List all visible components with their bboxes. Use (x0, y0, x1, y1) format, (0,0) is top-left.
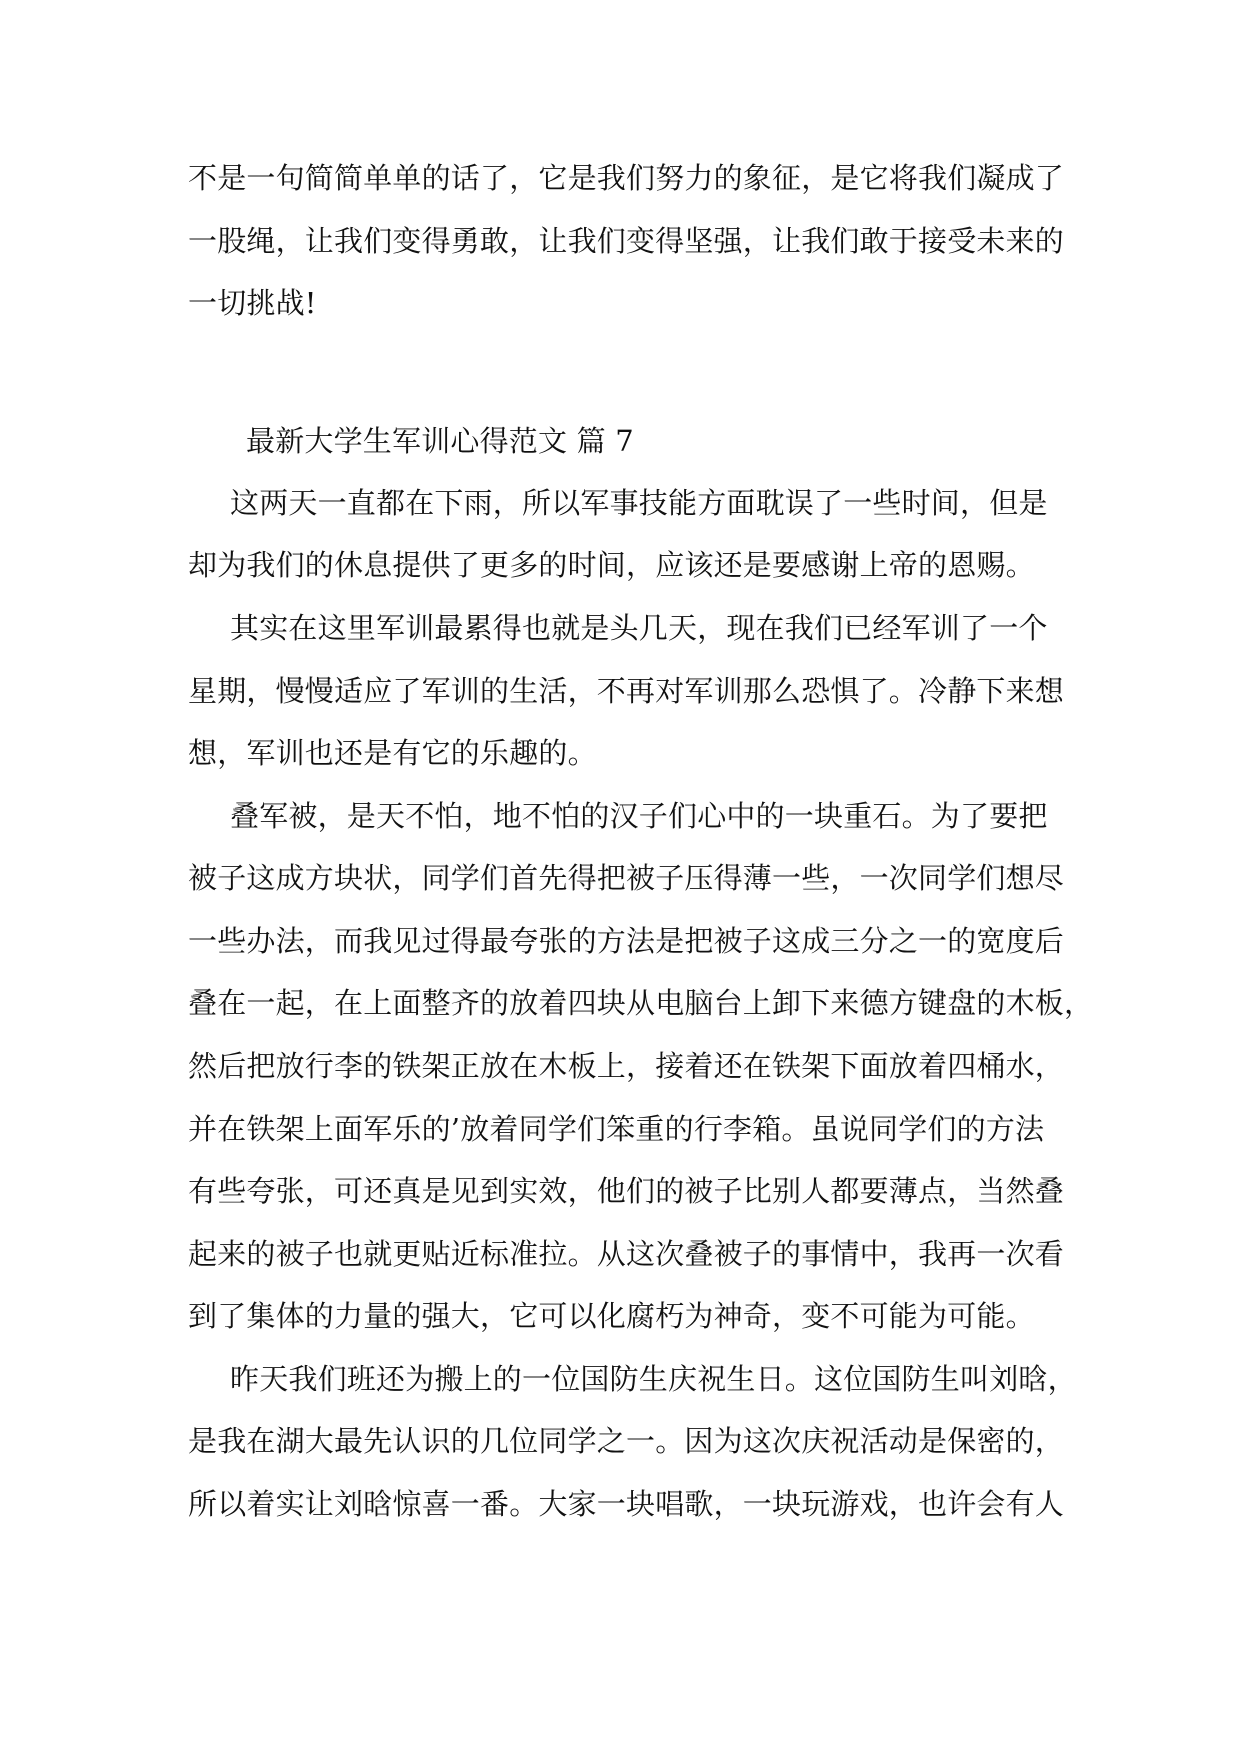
paragraph-line: 然后把放行李的铁架正放在木板上，接着还在铁架下面放着四桶水， (188, 1049, 1065, 1083)
paragraph-line: 所以着实让刘晗惊喜一番。大家一块唱歌，一块玩游戏，也许会有人 (188, 1487, 1065, 1521)
paragraph-line: 其实在这里军训最累得也就是头几天，现在我们已经军训了一个 (230, 611, 1048, 645)
paragraph-line: 有些夸张，可还真是见到实效，他们的被子比别人都要薄点，当然叠 (188, 1174, 1065, 1208)
paragraph-line: 昨天我们班还为搬上的一位国防生庆祝生日。这位国防生叫刘晗， (230, 1362, 1077, 1396)
paragraph-line: 是我在湖大最先认识的几位同学之一。因为这次庆祝活动是保密的， (188, 1424, 1065, 1458)
paragraph-line: 一股绳，让我们变得勇敢，让我们变得坚强，让我们敢于接受未来的 (188, 224, 1065, 258)
paragraph-line: 一些办法，而我见过得最夸张的方法是把被子这成三分之一的宽度后 (188, 924, 1065, 958)
paragraph-line: 一切挑战! (188, 286, 317, 320)
paragraph-line: 却为我们的休息提供了更多的时间，应该还是要感谢上帝的恩赐。 (188, 548, 1035, 582)
paragraph-line: 叠军被，是天不怕，地不怕的汉子们心中的一块重石。为了要把 (230, 799, 1048, 833)
paragraph-line: 星期，慢慢适应了军训的生活，不再对军训那么恐惧了。冷静下来想 (188, 674, 1065, 708)
paragraph-line: 叠在一起，在上面整齐的放着四块从电脑台上卸下来德方键盘的木板， (188, 986, 1094, 1020)
section-heading: 最新大学生军训心得范文 篇 7 (246, 424, 634, 458)
paragraph-line: 起来的被子也就更贴近标准拉。从这次叠被子的事情中，我再一次看 (188, 1237, 1065, 1271)
paragraph-line: 想，军训也还是有它的乐趣的。 (188, 736, 597, 770)
paragraph-line: 这两天一直都在下雨，所以军事技能方面耽误了一些时间，但是 (230, 486, 1048, 520)
paragraph-line: 不是一句简简单单的话了，它是我们努力的象征，是它将我们凝成了 (188, 161, 1065, 195)
paragraph-line: 并在铁架上面军乐的’放着同学们笨重的行李箱。虽说同学们的方法 (188, 1112, 1045, 1146)
paragraph-line: 到了集体的力量的强大，它可以化腐朽为神奇，变不可能为可能。 (188, 1299, 1035, 1333)
paragraph-line: 被子这成方块状，同学们首先得把被子压得薄一些，一次同学们想尽 (188, 861, 1065, 895)
